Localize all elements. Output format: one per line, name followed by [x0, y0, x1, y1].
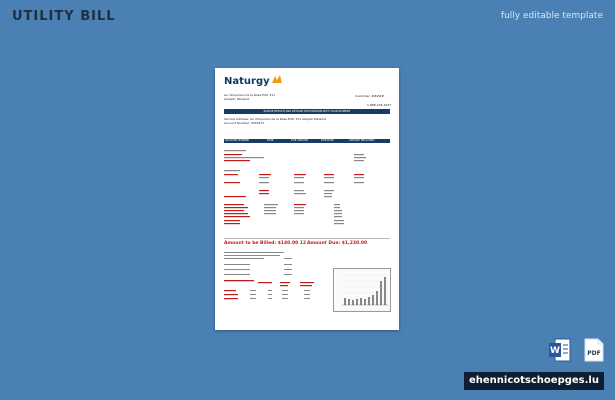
word-icon[interactable] — [549, 338, 571, 362]
amount-due-text: Amount Due: $1,230.00 — [307, 241, 368, 246]
service-address: Service Address: Av. Chiquirani de la Rosa Edif. 311 Alanjuli Panamá — [224, 117, 327, 121]
usage-history-chart — [333, 268, 391, 312]
amount-billed — [224, 241, 306, 246]
phone: 1-888-234-3237 — [367, 103, 392, 107]
logo-icon — [271, 74, 283, 84]
logo-text: Naturgy — [224, 76, 270, 87]
pdf-icon[interactable] — [583, 338, 605, 362]
address-line-2: Alanjuli, Panamá — [224, 97, 249, 101]
detach-bar — [224, 109, 390, 114]
customer-label: Customer: ##### — [355, 94, 385, 98]
utility-bill-document[interactable] — [215, 68, 399, 330]
address-line-1: Av. Chiquirani de la Rosa Edif. 311 — [224, 93, 276, 97]
amount-due — [307, 241, 367, 246]
account-number: Account Number: 0563471 — [224, 121, 265, 125]
bar2-h2: DATE — [267, 139, 274, 142]
bill-details-block — [224, 148, 390, 248]
bar2-h5: AMOUNT ENCLOSED — [349, 139, 375, 142]
amount-billed-text: Amount to be Billed: $140.00 12 — [224, 241, 307, 246]
bar2-h3: DUE AMOUNT — [291, 139, 309, 142]
detach-bar-text: PLEASE DETACH AND RETURN THIS PORTION WITH YOUR PAYMENT — [263, 110, 351, 113]
page-title: UTILITY BILL — [12, 9, 116, 24]
bar2-h1: ACCOUNT NUMBER — [225, 139, 250, 142]
bar2-h4: DUE DATE — [321, 139, 334, 142]
page-subtitle: fully editable template — [500, 11, 603, 21]
svg-text:W: W — [550, 346, 560, 356]
svg-text:PDF: PDF — [587, 350, 601, 357]
divider — [224, 238, 390, 239]
charges-block — [224, 250, 332, 320]
brand-badge[interactable]: ehennicotschoepges.lu — [464, 372, 604, 390]
